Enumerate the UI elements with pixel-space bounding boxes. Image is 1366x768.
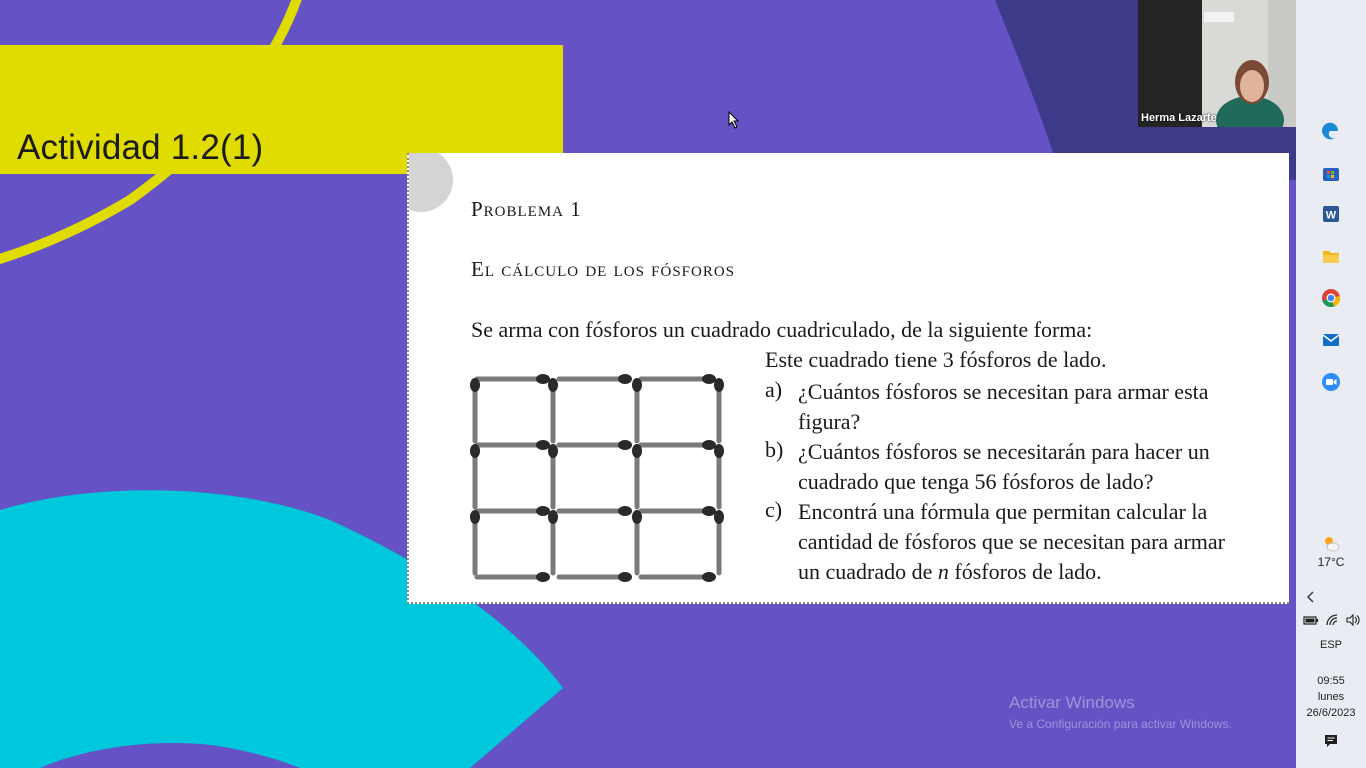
mail-icon[interactable]: [1321, 330, 1341, 350]
question-b-letter: b): [765, 437, 784, 462]
activate-windows-title: Activar Windows: [1009, 693, 1135, 712]
matchstick-grid-figure: [469, 371, 729, 583]
problem-panel: [407, 153, 1289, 604]
clock-time: 09:55: [1317, 675, 1345, 687]
store-icon[interactable]: [1321, 163, 1341, 183]
input-language-indicator[interactable]: ESP: [1319, 639, 1342, 651]
svg-text:W: W: [1325, 209, 1337, 222]
question-c-line-1: Encontrá una fórmula que permitan calcular la: [798, 499, 1208, 524]
volume-icon[interactable]: [1345, 613, 1361, 627]
panel-corner-decoration: [407, 153, 453, 212]
clock-date: 26/6/2023: [1306, 707, 1356, 719]
question-a-line-1: ¿Cuántos fósforos se necesitan para armar esta: [798, 379, 1209, 404]
file-explorer-icon[interactable]: [1321, 246, 1341, 266]
participant-video-image: [1138, 0, 1300, 127]
question-a-letter: a): [765, 377, 783, 402]
clock-day: lunes: [1317, 691, 1345, 703]
question-a-text: [798, 377, 1286, 437]
problem-intro: Se arma con fósforos un cuadrado cuadriculado, de la siguiente forma:: [471, 317, 1093, 342]
question-c-line-3-post: fósforos de lado.: [948, 559, 1102, 584]
mouse-cursor-icon: [728, 111, 740, 129]
battery-icon[interactable]: [1303, 613, 1319, 627]
question-b-text: [798, 437, 1286, 497]
question-c-line-3: [798, 557, 1286, 587]
problem-subheading: El cálculo de los fósforos: [471, 257, 736, 281]
wifi-icon[interactable]: [1325, 613, 1339, 627]
question-b-line-2: cuadrado que tenga 56 fósforos de lado?: [798, 469, 1154, 494]
chevron-left-icon[interactable]: [1304, 590, 1318, 604]
participant-name: Herma Lazarte: [1141, 112, 1217, 124]
question-c-text: [798, 497, 1286, 587]
question-c-letter: c): [765, 497, 783, 522]
question-c-line-2: cantidad de fósforos que se necesitan para armar: [798, 529, 1225, 554]
weather-icon[interactable]: [1321, 533, 1341, 553]
problem-heading: Problema 1: [471, 197, 582, 221]
weather-temperature[interactable]: 17°C: [1317, 555, 1345, 569]
figure-caption: Este cuadrado tiene 3 fósforos de lado.: [765, 347, 1107, 372]
activate-windows-subtitle: Ve a Configuración para activar Windows.: [1009, 717, 1232, 731]
variable-n: n: [937, 559, 949, 584]
participant-video-tile[interactable]: [1138, 0, 1300, 127]
taskbar-clock[interactable]: [1296, 673, 1366, 721]
notification-icon[interactable]: [1323, 733, 1339, 749]
question-a-line-2: figura?: [798, 409, 861, 434]
slide-title: Actividad 1.2(1): [17, 128, 264, 167]
word-icon[interactable]: [1321, 204, 1341, 224]
question-c-line-3-pre: un cuadrado de: [798, 559, 938, 584]
zoom-icon[interactable]: [1321, 372, 1341, 392]
chrome-icon[interactable]: [1321, 288, 1341, 308]
question-b-line-1: ¿Cuántos fósforos se necesitarán para hacer un: [798, 439, 1210, 464]
edge-icon[interactable]: [1321, 122, 1341, 142]
